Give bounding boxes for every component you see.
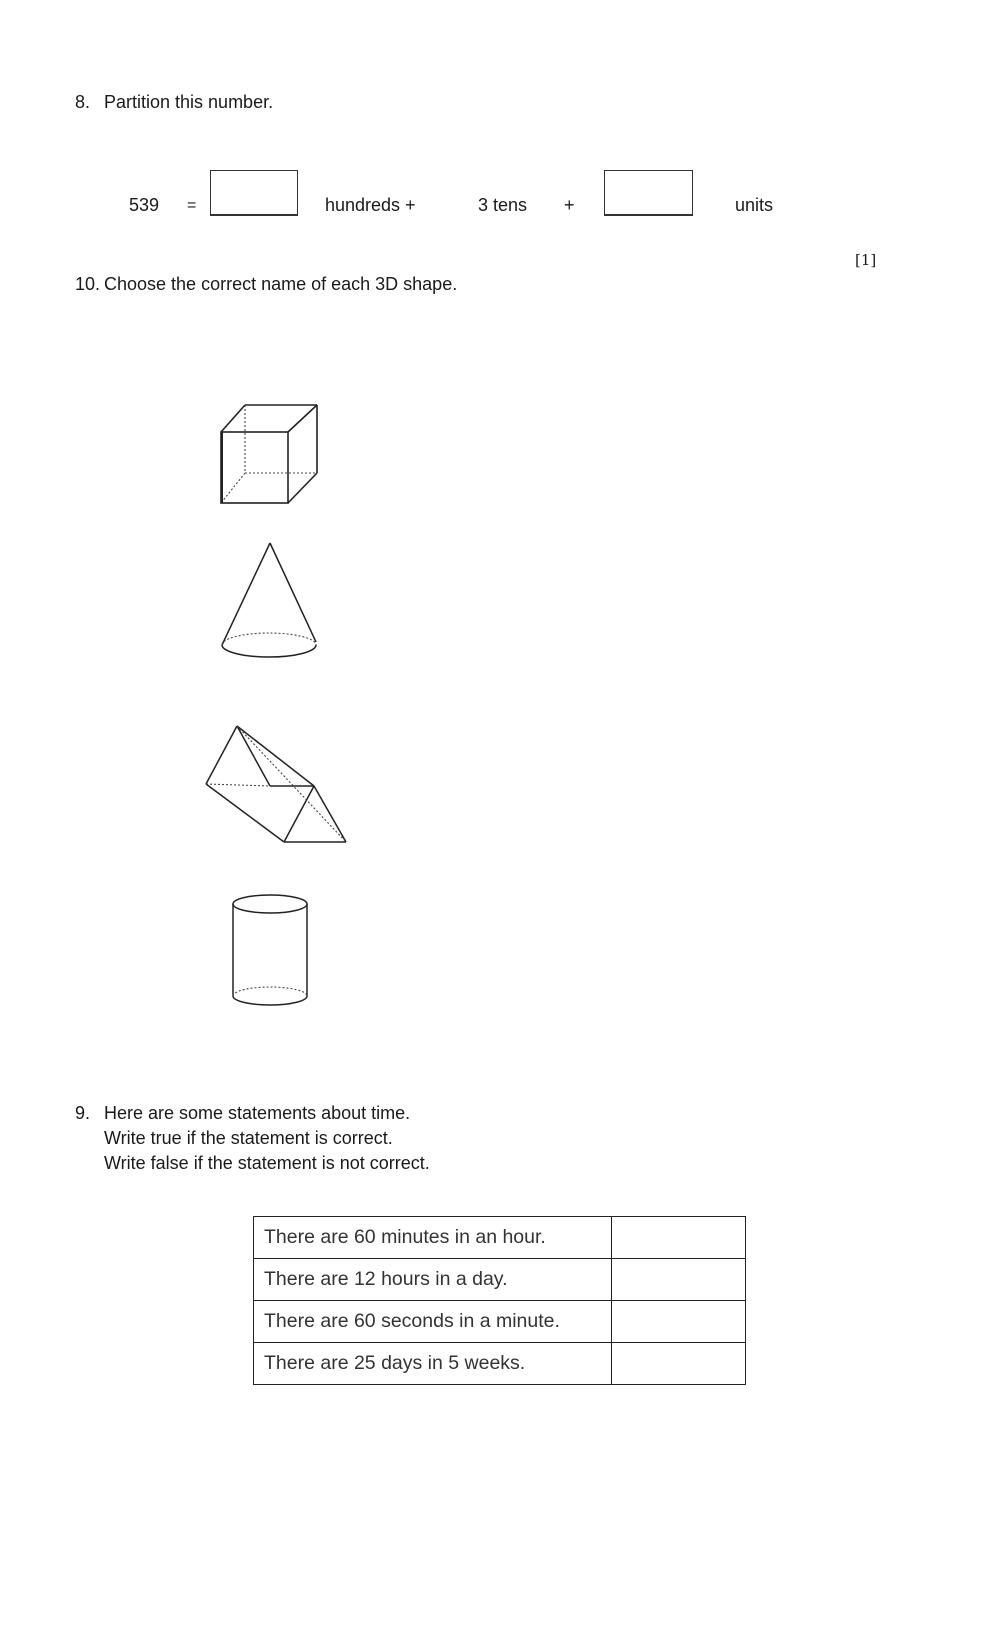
- answer-cell[interactable]: [612, 1217, 746, 1259]
- question-10-number: 10.: [75, 274, 101, 294]
- units-answer-box[interactable]: [604, 170, 693, 216]
- hundreds-answer-box[interactable]: [210, 170, 298, 216]
- table-row: [254, 1217, 746, 1259]
- marks-label: [1]: [855, 251, 877, 269]
- question-9-line-3: Write false if the statement is not correct.: [104, 1153, 430, 1173]
- question-9-line-2: Write true if the statement is correct.: [104, 1128, 393, 1148]
- answer-cell[interactable]: [612, 1301, 746, 1343]
- question-9-line-1: Here are some statements about time.: [104, 1103, 411, 1123]
- statement-cell: There are 25 days in 5 weeks.: [254, 1343, 612, 1385]
- question-8-prompt: Partition this number.: [104, 92, 274, 112]
- question-8-number: 8.: [75, 92, 91, 112]
- statement-cell: There are 60 seconds in a minute.: [254, 1301, 612, 1343]
- statement-cell: There are 60 minutes in an hour.: [254, 1217, 612, 1259]
- tens-label: 3 tens: [478, 195, 528, 215]
- cone-icon: [218, 540, 322, 665]
- triangular-prism-icon: [202, 718, 352, 848]
- true-false-table: [253, 1216, 746, 1385]
- question-9-number: 9.: [75, 1103, 91, 1123]
- statement-cell: There are 12 hours in a day.: [254, 1259, 612, 1301]
- answer-cell[interactable]: [612, 1259, 746, 1301]
- table-row: [254, 1301, 746, 1343]
- equals-sign: =: [187, 197, 197, 214]
- table-row: [254, 1343, 746, 1385]
- answer-cell[interactable]: [612, 1343, 746, 1385]
- units-label: units: [735, 195, 774, 215]
- partition-number: 539: [129, 195, 160, 215]
- table-row: [254, 1259, 746, 1301]
- question-10-prompt: Choose the correct name of each 3D shape.: [104, 274, 458, 294]
- plus-sign: +: [564, 195, 575, 215]
- hundreds-label: hundreds +: [325, 195, 416, 215]
- cube-icon: [215, 400, 325, 510]
- cylinder-icon: [228, 890, 312, 1012]
